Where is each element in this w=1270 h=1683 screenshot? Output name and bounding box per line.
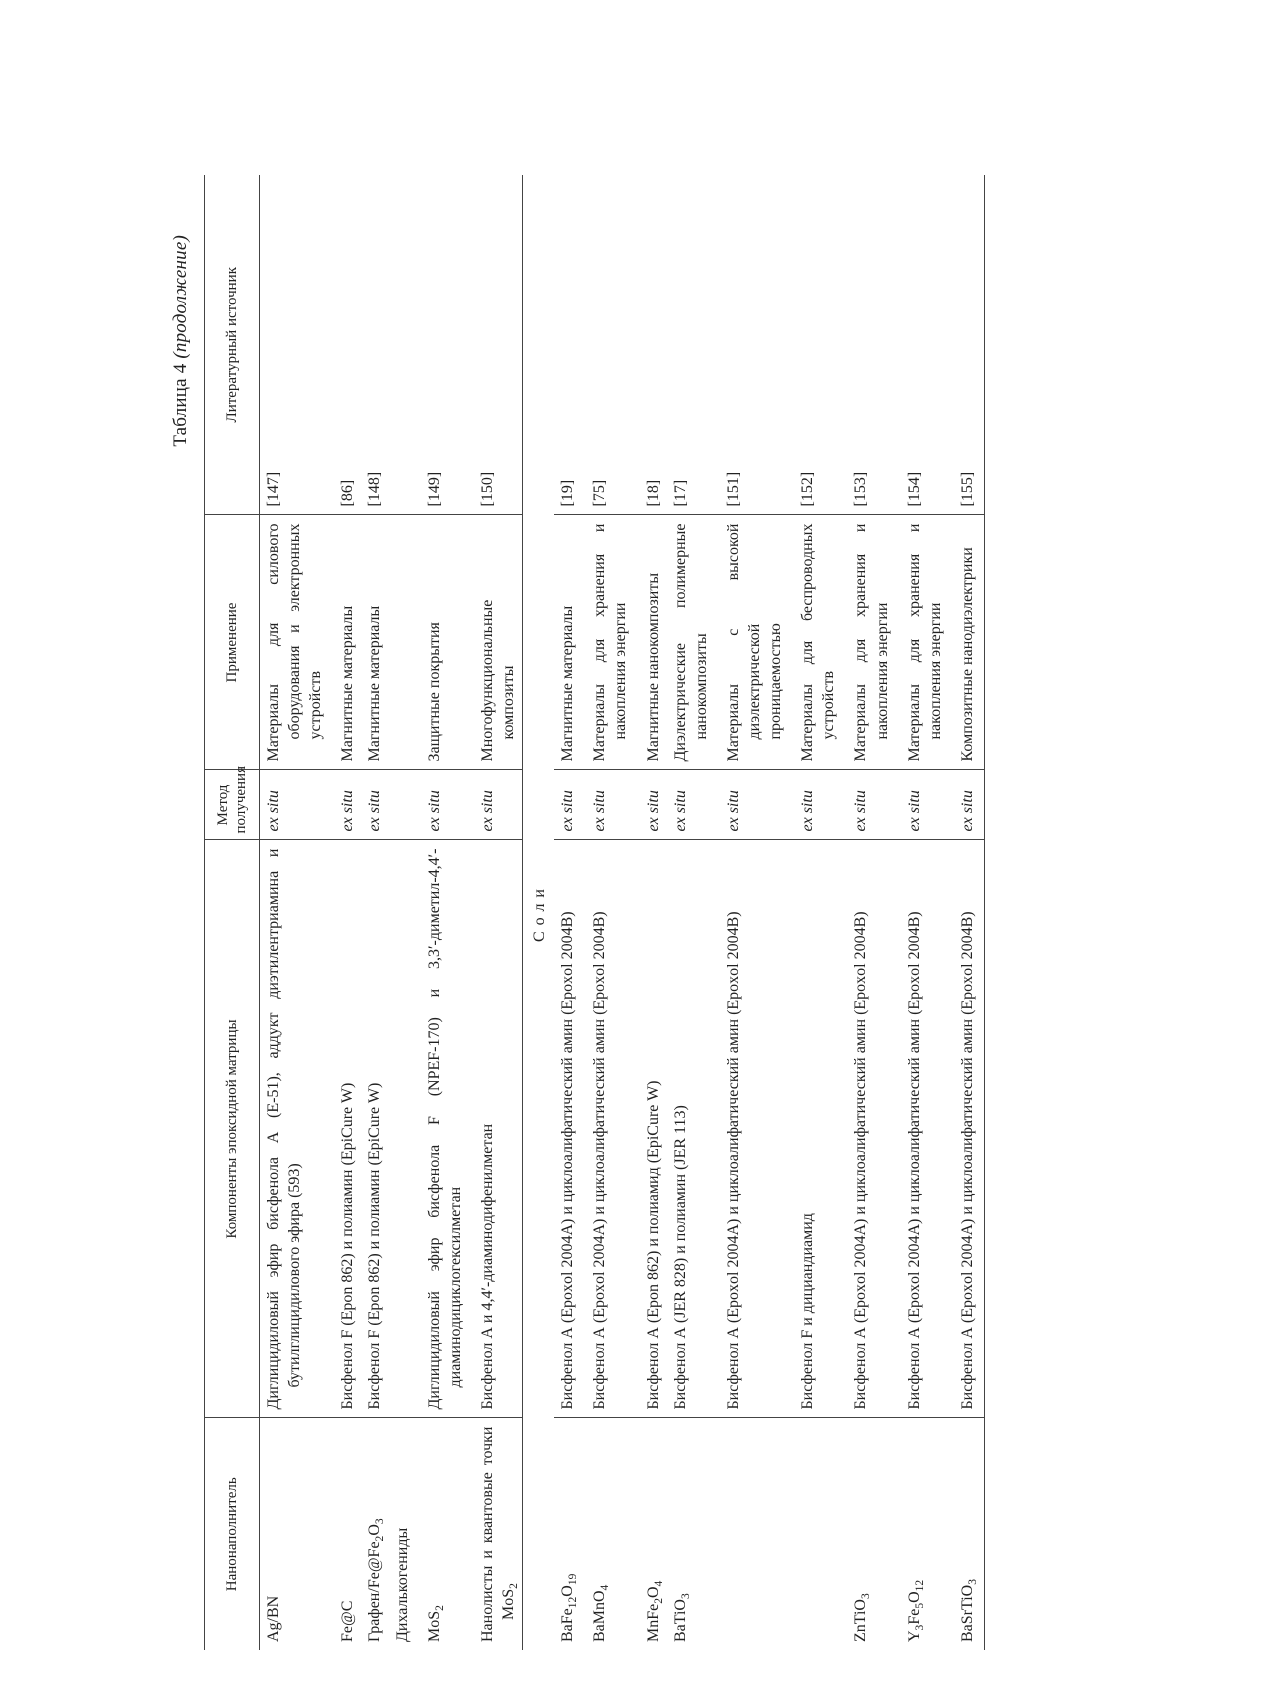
cell-reference: [19] [554, 175, 581, 515]
cell-application: Магнитные нанокомпозиты [635, 515, 667, 770]
cell-application: Магнитные материалы [554, 515, 581, 770]
cell-method: ex situ [416, 770, 469, 840]
cell-method: ex situ [469, 770, 523, 840]
cell-reference [389, 175, 416, 515]
cell-method: ex situ [842, 770, 895, 840]
table-row [949, 175, 985, 1650]
table-caption [170, 235, 192, 447]
cell-method: ex situ [329, 770, 361, 840]
table-row [469, 175, 523, 1650]
cell-method: ex situ [635, 770, 667, 840]
section-header-salts [523, 175, 555, 1650]
cell-reference: [148] [361, 175, 388, 515]
cell-filler: BaTiO$_3$ [671, 1593, 692, 1642]
table-row [554, 175, 581, 1650]
table-row [329, 175, 361, 1650]
cell-application: Материалы с высокой диэлектрической проницаемостью [715, 515, 789, 770]
table-row [715, 175, 789, 1650]
cell-application: Материалы для хранения и накопления энергии [896, 515, 949, 770]
rotated-page [150, 165, 1080, 1650]
table-row [260, 175, 330, 1650]
cell-application [389, 515, 416, 770]
cell-matrix: Бисфенол F (Epon 862) и полиамин (EpiCure W) [361, 840, 388, 1418]
cell-application: Магнитные материалы [361, 515, 388, 770]
cell-reference: [147] [260, 175, 330, 515]
cell-reference: [152] [789, 175, 842, 515]
header-matrix: Компоненты эпоксидной матрицы [205, 840, 260, 1418]
cell-filler: $Y_3Fe_5O_{12}$ [905, 1579, 926, 1642]
cell-filler: $MnFe_2O_4$ [644, 1580, 665, 1642]
cell-matrix: Бисфенол F и дициандиамид [789, 840, 842, 1418]
cell-matrix: Бисфенол F (Epon 862) и полиамин (EpiCure W) [329, 840, 361, 1418]
table-row [389, 175, 416, 1650]
cell-matrix: Бисфенол А (Epoxol 2004A) и циклоалифатический амин (Epoxol 2004B) [842, 840, 895, 1418]
table-row [361, 175, 388, 1650]
cell-application: Материалы для хранения и накопления энергии [581, 515, 634, 770]
cell-reference: [18] [635, 175, 667, 515]
cell-application: Материалы для беспроводных устройств [789, 515, 842, 770]
cell-matrix: Бисфенол А и 4,4′-диаминодифенилметан [469, 840, 523, 1418]
cell-filler: Графен/$Fe@Fe_2O_3$ [366, 1518, 387, 1642]
cell-matrix: Бисфенол А (JER 828) и полиамин (JER 113) [667, 840, 715, 1418]
cell-method: ex situ [667, 770, 715, 840]
cell-reference: [155] [949, 175, 985, 515]
cell-matrix: Диглицидиловый эфир бисфенола А (E-51), аддукт диэтилентриамина и бутилглицидилового эфира (593) [260, 840, 330, 1418]
cell-filler: Ag/BN [265, 1595, 282, 1642]
table-row [581, 175, 634, 1650]
cell-application: Защитные покрытия [416, 515, 469, 770]
cell-method [389, 770, 416, 840]
header-filler: Нанонаполнитель [205, 1418, 260, 1650]
cell-filler: MoS$_2$ [425, 1605, 446, 1642]
cell-filler: Нанолисты и квантовые точки MoS$_2$ [469, 1418, 523, 1650]
cell-filler: Дихалькогениды [393, 1527, 411, 1642]
header-method: Метод получения [205, 770, 260, 840]
cell-method: ex situ [260, 770, 330, 840]
header-reference: Литературный источник [205, 175, 260, 515]
cell-method: ex situ [896, 770, 949, 840]
cell-application: Диэлектрические полимерные нанокомпозиты [667, 515, 715, 770]
table-row [416, 175, 469, 1650]
table-row [896, 175, 949, 1650]
cell-matrix: Бисфенол А (Epoxol 2004A) и циклоалифатический амин (Epoxol 2004B) [715, 840, 789, 1418]
header-row [205, 175, 260, 1650]
cell-method: ex situ [715, 770, 789, 840]
table-row [789, 175, 842, 1650]
cell-application: Магнитные материалы [329, 515, 361, 770]
cell-method: ex situ [554, 770, 581, 840]
cell-filler [789, 1418, 842, 1650]
nanofiller-table [204, 175, 985, 1650]
cell-reference: [149] [416, 175, 469, 515]
cell-filler: Fe@C [339, 1600, 357, 1642]
cell-filler [715, 1418, 789, 1650]
section-title: Соли [531, 883, 549, 943]
caption-text: Таблица 4 [170, 363, 191, 447]
cell-reference: [151] [715, 175, 789, 515]
table-row [667, 175, 715, 1650]
cell-matrix: Бисфенол А (Epoxol 2004A) и циклоалифатический амин (Epoxol 2004B) [581, 840, 634, 1418]
table-row [842, 175, 895, 1650]
cell-application: Композитные нанодиэлектрики [949, 515, 985, 770]
table-row [635, 175, 667, 1650]
cell-filler: ZnTiO$_3$ [852, 1593, 873, 1642]
cell-method: ex situ [949, 770, 985, 840]
cell-filler: BaMnO$_4$ [591, 1584, 612, 1642]
cell-application: Материалы для хранения и накопления энергии [842, 515, 895, 770]
caption-continued: (продолжение) [170, 235, 191, 359]
cell-filler: $BaFe_{12}O_{19}$ [559, 1573, 580, 1642]
cell-method: ex situ [789, 770, 842, 840]
cell-method: ex situ [361, 770, 388, 840]
cell-reference: [17] [667, 175, 715, 515]
cell-reference: [153] [842, 175, 895, 515]
cell-filler: BaSrTiO$_3$ [949, 1418, 985, 1650]
cell-application: Материалы для силового оборудования и электронных устройств [260, 515, 330, 770]
cell-matrix: Бисфенол А (Epon 862) и полиамид (EpiCure W) [635, 840, 667, 1418]
cell-application: Многофункциональные композиты [469, 515, 523, 770]
cell-reference: [86] [329, 175, 361, 515]
cell-matrix: Бисфенол А (Epoxol 2004A) и циклоалифатический амин (Epoxol 2004B) [554, 840, 581, 1418]
cell-reference: [75] [581, 175, 634, 515]
cell-reference: [150] [469, 175, 523, 515]
cell-reference: [154] [896, 175, 949, 515]
cell-matrix: Диглицидиловый эфир бисфенола F (NPEF-170) и 3,3′-диметил-4,4′-диаминодициклогексилметан [416, 840, 469, 1418]
cell-matrix [389, 840, 416, 1418]
cell-matrix: Бисфенол А (Epoxol 2004A) и циклоалифатический амин (Epoxol 2004B) [896, 840, 949, 1418]
cell-method: ex situ [581, 770, 634, 840]
cell-matrix: Бисфенол А (Epoxol 2004A) и циклоалифатический амин (Epoxol 2004B) [949, 840, 985, 1418]
header-application: Применение [205, 515, 260, 770]
